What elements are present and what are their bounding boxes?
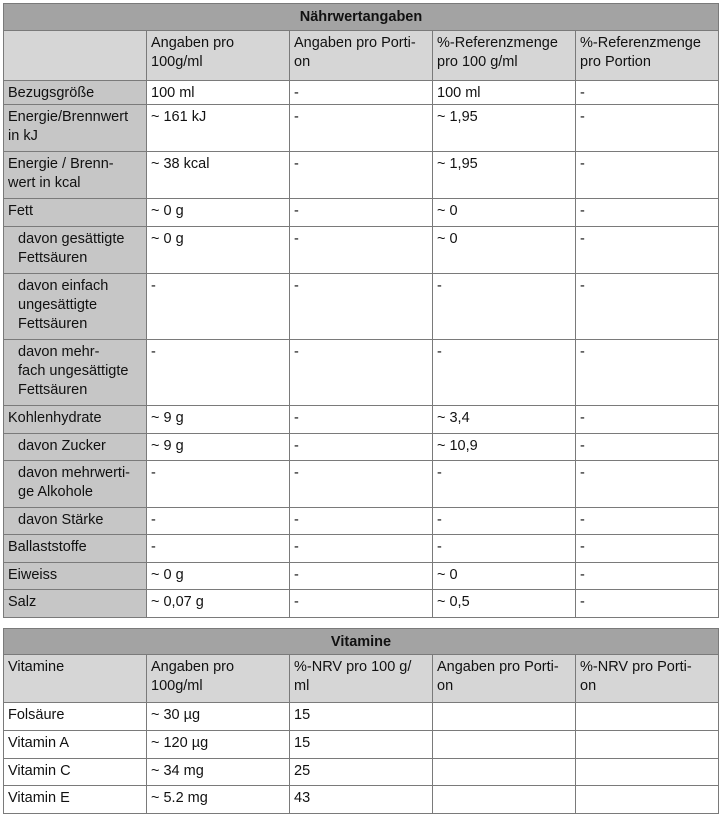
table-cell: [433, 759, 576, 786]
table-cell: [576, 759, 719, 786]
table-cell: -: [433, 535, 576, 563]
column-header: %-Referenzmenge pro Portion: [576, 31, 719, 81]
table-cell: -: [576, 105, 719, 152]
table-cell: -: [576, 461, 719, 508]
row-label: Salz: [4, 590, 147, 618]
table-cell: ~ 0 g: [147, 227, 290, 274]
table-row: [4, 406, 719, 434]
table-cell: ~ 0 g: [147, 563, 290, 590]
table-cell: ~ 0: [433, 227, 576, 274]
row-label: Vitamin C: [4, 759, 147, 786]
table-cell: -: [433, 274, 576, 340]
vitamins-table: [3, 628, 719, 814]
table-cell: -: [576, 81, 719, 105]
table-cell: -: [290, 434, 433, 461]
table-cell: ~ 0,5: [433, 590, 576, 618]
table-cell: [433, 786, 576, 814]
table-cell: 100 ml: [433, 81, 576, 105]
table-cell: 15: [290, 703, 433, 731]
table-row: [4, 81, 719, 105]
table-cell: -: [290, 227, 433, 274]
table-cell: -: [576, 434, 719, 461]
table-row: [4, 274, 719, 340]
table-row: [4, 786, 719, 814]
table-cell: ~ 38 kcal: [147, 152, 290, 199]
table-cell: [576, 731, 719, 759]
table-cell: ~ 9 g: [147, 406, 290, 434]
table-cell: -: [576, 508, 719, 535]
table-row: [4, 590, 719, 618]
table-cell: -: [290, 199, 433, 227]
table-cell: ~ 9 g: [147, 434, 290, 461]
table-cell: -: [433, 461, 576, 508]
table-cell: -: [290, 535, 433, 563]
row-label: Vitamin A: [4, 731, 147, 759]
row-label: davon Stärke: [4, 508, 147, 535]
table-cell: [433, 703, 576, 731]
column-header: %-NRV pro 100 g/ ml: [290, 655, 433, 703]
nutrition-table: [3, 3, 719, 618]
table-cell: -: [433, 508, 576, 535]
vitamins-title: Vitamine: [4, 629, 719, 655]
table-cell: -: [290, 563, 433, 590]
table-cell: -: [147, 508, 290, 535]
table-cell: ~ 0: [433, 563, 576, 590]
table-cell: -: [433, 340, 576, 406]
table-cell: -: [576, 563, 719, 590]
row-label: Eiweiss: [4, 563, 147, 590]
row-label: Folsäure: [4, 703, 147, 731]
table-cell: 100 ml: [147, 81, 290, 105]
table-row: [4, 535, 719, 563]
table-row: [4, 759, 719, 786]
row-label: davon einfach ungesättigte Fettsäuren: [4, 274, 147, 340]
column-header: Angaben pro Porti- on: [290, 31, 433, 81]
column-header: [4, 31, 147, 81]
row-label: Kohlenhydrate: [4, 406, 147, 434]
table-cell: -: [576, 406, 719, 434]
row-label: davon Zucker: [4, 434, 147, 461]
column-header: Angaben pro Porti- on: [433, 655, 576, 703]
table-cell: ~ 120 µg: [147, 731, 290, 759]
table-cell: -: [290, 461, 433, 508]
table-row: [4, 731, 719, 759]
row-label: Ballaststoffe: [4, 535, 147, 563]
table-cell: -: [147, 535, 290, 563]
table-cell: 43: [290, 786, 433, 814]
column-header: Angaben pro 100g/ml: [147, 31, 290, 81]
table-row: [4, 105, 719, 152]
table-row: [4, 563, 719, 590]
row-label: Energie/Brennwert in kJ: [4, 105, 147, 152]
column-header: Vitamine: [4, 655, 147, 703]
table-cell: 25: [290, 759, 433, 786]
table-cell: -: [576, 590, 719, 618]
table-row: [4, 461, 719, 508]
table-cell: -: [290, 590, 433, 618]
table-row: [4, 434, 719, 461]
table-cell: ~ 0,07 g: [147, 590, 290, 618]
column-header: Angaben pro 100g/ml: [147, 655, 290, 703]
table-row: [4, 340, 719, 406]
table-cell: ~ 10,9: [433, 434, 576, 461]
table-cell: ~ 161 kJ: [147, 105, 290, 152]
table-cell: -: [290, 81, 433, 105]
row-label: Bezugsgröße: [4, 81, 147, 105]
table-cell: -: [290, 340, 433, 406]
column-header: %-NRV pro Porti- on: [576, 655, 719, 703]
nutrition-title: Nährwertangaben: [4, 4, 719, 31]
table-cell: [433, 731, 576, 759]
row-label: davon mehr- fach ungesättigte Fettsäuren: [4, 340, 147, 406]
table-cell: -: [576, 340, 719, 406]
column-header: %-Referenzmenge pro 100 g/ml: [433, 31, 576, 81]
table-cell: -: [290, 105, 433, 152]
table-cell: ~ 1,95: [433, 152, 576, 199]
table-cell: ~ 30 µg: [147, 703, 290, 731]
row-label: Fett: [4, 199, 147, 227]
table-cell: -: [147, 461, 290, 508]
table-cell: -: [147, 340, 290, 406]
table-cell: -: [290, 274, 433, 340]
table-cell: -: [290, 152, 433, 199]
table-row: [4, 703, 719, 731]
header-row: [4, 655, 719, 703]
row-label: davon gesättigte Fettsäuren: [4, 227, 147, 274]
table-row: [4, 227, 719, 274]
table-cell: -: [576, 535, 719, 563]
table-cell: ~ 0: [433, 199, 576, 227]
table-cell: 15: [290, 731, 433, 759]
table-cell: -: [576, 274, 719, 340]
row-label: Energie / Brenn- wert in kcal: [4, 152, 147, 199]
table-cell: ~ 34 mg: [147, 759, 290, 786]
header-row: [4, 31, 719, 81]
table-cell: -: [290, 406, 433, 434]
table-cell: ~ 1,95: [433, 105, 576, 152]
table-cell: -: [290, 508, 433, 535]
table-cell: -: [576, 227, 719, 274]
table-cell: [576, 786, 719, 814]
row-label: Vitamin E: [4, 786, 147, 814]
table-cell: -: [576, 199, 719, 227]
table-row: [4, 508, 719, 535]
table-cell: ~ 5.2 mg: [147, 786, 290, 814]
table-cell: -: [147, 274, 290, 340]
table-cell: [576, 703, 719, 731]
table-cell: ~ 0 g: [147, 199, 290, 227]
table-cell: ~ 3,4: [433, 406, 576, 434]
table-row: [4, 152, 719, 199]
table-cell: -: [576, 152, 719, 199]
table-row: [4, 199, 719, 227]
row-label: davon mehrwerti- ge Alkohole: [4, 461, 147, 508]
